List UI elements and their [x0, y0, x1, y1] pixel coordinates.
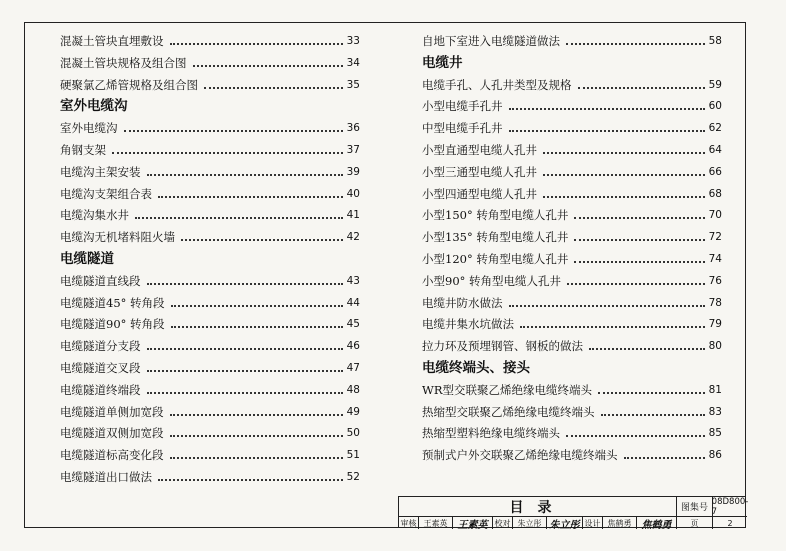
toc-entry-page: 41 — [346, 209, 360, 222]
toc-entry[interactable] — [422, 248, 722, 266]
dot-leader — [147, 348, 343, 350]
review-signature: 王素英 — [453, 517, 493, 529]
toc-entry-title: 小型150° 转角型电缆人孔井 — [422, 208, 569, 223]
dot-leader — [193, 65, 343, 67]
toc-entry-page: 33 — [346, 35, 360, 47]
toc-entry[interactable] — [60, 204, 360, 222]
dot-leader — [624, 457, 705, 459]
toc-entry[interactable] — [422, 117, 722, 135]
section-heading: 室外电缆沟 — [60, 98, 128, 115]
toc-entry-page: 86 — [708, 449, 722, 462]
toc-entry-title: 电缆隧道90° 转角段 — [60, 317, 165, 332]
toc-entry-title: 混凝土管块直埋敷设 — [60, 34, 164, 48]
toc-entry-page: 35 — [346, 78, 360, 91]
toc-entry[interactable] — [60, 422, 360, 440]
toc-entry[interactable] — [422, 335, 722, 353]
toc-entry-page: 64 — [708, 144, 722, 156]
dot-leader — [147, 283, 343, 285]
toc-entry-title: 热缩型交联聚乙烯绝缘电缆终端头 — [422, 404, 595, 419]
toc-entry-page: 59 — [708, 78, 722, 91]
toc-entry-title: 电缆隧道单侧加宽段 — [60, 404, 164, 419]
section-heading: 电缆井 — [422, 54, 463, 71]
toc-entry-page: 44 — [346, 296, 360, 309]
toc-entry-title: 室外电缆沟 — [60, 121, 118, 136]
toc-entry-page: 72 — [708, 231, 722, 244]
toc-entry[interactable] — [422, 226, 722, 244]
toc-entry[interactable] — [422, 379, 722, 397]
toc-entry-page: 58 — [708, 35, 722, 47]
section-heading: 电缆终端头、接头 — [422, 360, 530, 376]
toc-entry-title: 电缆隧道终端段 — [60, 382, 141, 397]
check-label: 校对 — [493, 517, 513, 529]
dot-leader — [543, 174, 705, 176]
toc-entry-page: 62 — [708, 122, 722, 135]
toc-entry-page: 81 — [708, 383, 722, 396]
toc-entry-title: 预制式户外交联聚乙烯绝缘电缆终端头 — [422, 448, 618, 463]
toc-entry-title: 拉力环及预埋钢管、钢板的做法 — [422, 339, 583, 354]
toc-entry-title: 角钢支架 — [60, 143, 106, 157]
toc-entry[interactable] — [422, 270, 722, 288]
toc-entry-title: 小型直通型电缆人孔井 — [422, 143, 537, 157]
dot-leader — [509, 108, 705, 110]
dot-leader — [170, 435, 343, 437]
toc-entry-page: 78 — [708, 296, 722, 309]
dot-leader — [170, 414, 343, 416]
dot-leader — [181, 239, 343, 241]
toc-entry[interactable] — [422, 401, 722, 419]
toc-entry-page: 76 — [708, 274, 722, 287]
toc-entry-title: 电缆沟无机堵料阻火墙 — [60, 230, 175, 245]
check-name: 朱立彤 — [513, 517, 547, 529]
toc-entry-title: 电缆隧道双侧加宽段 — [60, 426, 164, 441]
toc-entry-title: 电缆沟支架组合表 — [60, 186, 152, 201]
toc-entry-title: 中型电缆手孔井 — [422, 121, 503, 136]
toc-entry-page: 85 — [708, 427, 722, 440]
toc-entry-page: 66 — [708, 165, 722, 178]
dot-leader — [171, 305, 343, 307]
dot-leader — [601, 414, 705, 416]
review-name: 王素英 — [419, 517, 453, 529]
toc-entry[interactable] — [60, 379, 360, 397]
toc-entry[interactable] — [60, 161, 360, 179]
atlas-label: 图集号 — [677, 497, 713, 517]
dot-leader — [112, 152, 343, 154]
toc-entry[interactable] — [422, 74, 722, 92]
toc-entry-page: 80 — [708, 340, 722, 353]
toc-entry-title: 电缆隧道45° 转角段 — [60, 295, 165, 310]
toc-entry[interactable] — [422, 139, 722, 157]
toc-entry[interactable] — [422, 183, 722, 201]
toc-entry-title: 电缆井集水坑做法 — [422, 317, 514, 332]
title-block-title: 目录 — [399, 497, 677, 517]
toc-entry[interactable] — [422, 422, 722, 440]
dot-leader — [509, 305, 705, 307]
dot-leader — [589, 348, 705, 350]
section-heading: 电缆隧道 — [60, 251, 114, 267]
toc-entry-page: 52 — [346, 471, 360, 483]
toc-entry-title: 小型120° 转角型电缆人孔井 — [422, 252, 569, 266]
page-label: 页 — [677, 517, 713, 529]
toc-entry-page: 48 — [346, 383, 360, 396]
dot-leader — [574, 217, 704, 219]
toc-entry-title: 小型四通型电缆人孔井 — [422, 186, 537, 201]
design-name: 焦鹤勇 — [603, 517, 637, 529]
toc-entry-title: 自地下室进入电缆隧道做法 — [422, 34, 560, 48]
toc-entry[interactable] — [422, 30, 722, 48]
dot-leader — [509, 130, 705, 132]
check-signature: 朱立彤 — [547, 517, 583, 529]
dot-leader — [598, 392, 705, 394]
toc-entry-page: 68 — [708, 187, 722, 200]
toc-entry-page: 51 — [346, 449, 360, 462]
design-signature: 焦鹤勇 — [637, 517, 677, 529]
toc-entry-page: 74 — [708, 253, 722, 265]
toc-entry[interactable] — [60, 52, 360, 70]
toc-entry[interactable] — [422, 95, 722, 113]
dot-leader — [574, 239, 704, 241]
toc-entry[interactable] — [60, 444, 360, 462]
toc-entry-title: 电缆隧道直线段 — [60, 273, 141, 288]
toc-entry-title: 混凝土管块规格及组合图 — [60, 55, 187, 70]
toc-entry-title: 电缆隧道标高变化段 — [60, 448, 164, 463]
dot-leader — [124, 130, 343, 132]
toc-entry-page: 39 — [346, 165, 360, 178]
dot-leader — [135, 217, 343, 219]
dot-leader — [520, 326, 705, 328]
toc-entry-page: 47 — [346, 362, 360, 374]
toc-entry[interactable] — [60, 139, 360, 157]
toc-entry-page: 83 — [708, 405, 722, 418]
toc-entry-title: 电缆隧道交叉段 — [60, 361, 141, 375]
toc-entry[interactable] — [60, 466, 360, 484]
toc-entry[interactable] — [60, 30, 360, 48]
design-label: 设计 — [583, 517, 603, 529]
review-label: 审核 — [399, 517, 419, 529]
toc-entry[interactable] — [60, 357, 360, 375]
toc-entry-page: 79 — [708, 318, 722, 331]
toc-entry[interactable] — [422, 313, 722, 331]
toc-entry-page: 34 — [346, 56, 360, 69]
dot-leader — [578, 87, 705, 89]
toc-entry-page: 42 — [346, 231, 360, 244]
toc-entry[interactable] — [60, 292, 360, 310]
toc-entry-title: 电缆井防水做法 — [422, 295, 503, 310]
toc-entry[interactable] — [60, 74, 360, 92]
toc-entry[interactable] — [60, 183, 360, 201]
dot-leader — [567, 283, 705, 285]
toc-entry-title: 小型三通型电缆人孔井 — [422, 164, 537, 179]
toc-entry-page: 46 — [346, 340, 360, 353]
toc-entry-title: 硬聚氯乙烯管规格及组合图 — [60, 77, 198, 92]
toc-entry[interactable] — [422, 161, 722, 179]
toc-entry-page: 50 — [346, 427, 360, 440]
toc-entry-title: 电缆隧道分支段 — [60, 339, 141, 354]
page-number: 2 — [727, 518, 733, 528]
toc-entry-title: 小型电缆手孔井 — [422, 99, 503, 114]
dot-leader — [158, 196, 343, 198]
dot-leader — [147, 174, 343, 176]
toc-entry-page: 49 — [346, 405, 360, 418]
dot-leader — [204, 87, 343, 89]
atlas-number: 08D800-7 — [711, 496, 749, 517]
toc-entry[interactable] — [60, 401, 360, 419]
dot-leader — [566, 43, 705, 45]
toc-entry-title: 电缆隧道出口做法 — [60, 470, 152, 484]
toc-entry-title: 电缆沟主架安装 — [60, 164, 141, 179]
toc-entry[interactable] — [60, 335, 360, 353]
toc-entry[interactable] — [60, 117, 360, 135]
toc-entry-page: 45 — [346, 318, 360, 331]
toc-entry[interactable] — [60, 313, 360, 331]
toc-entry-title: 小型135° 转角型电缆人孔井 — [422, 230, 569, 245]
toc-entry[interactable] — [60, 270, 360, 288]
title-block — [398, 496, 749, 531]
dot-leader — [171, 326, 343, 328]
dot-leader — [566, 435, 705, 437]
toc-entry-page: 60 — [708, 100, 722, 113]
dot-leader — [147, 392, 343, 394]
toc-entry-page: 43 — [346, 274, 360, 287]
dot-leader — [543, 196, 705, 198]
toc-entry-title: 热缩型塑料绝缘电缆终端头 — [422, 426, 560, 441]
toc-entry[interactable] — [422, 204, 722, 222]
toc-entry-page: 37 — [346, 144, 360, 156]
dot-leader — [158, 479, 343, 481]
dot-leader — [170, 457, 343, 459]
dot-leader — [543, 152, 705, 154]
toc-entry-title: 电缆沟集水井 — [60, 208, 129, 223]
dot-leader — [147, 370, 343, 372]
dot-leader — [574, 261, 704, 263]
toc-entry-title: 小型90° 转角型电缆人孔井 — [422, 273, 562, 288]
dot-leader — [170, 43, 343, 45]
toc-entry-title: WR型交联聚乙烯绝缘电缆终端头 — [422, 382, 592, 397]
toc-entry[interactable] — [422, 444, 722, 462]
toc-entry-page: 40 — [346, 187, 360, 200]
toc-entry[interactable] — [60, 226, 360, 244]
toc-entry-title: 电缆手孔、人孔井类型及规格 — [422, 77, 572, 92]
toc-entry-page: 36 — [346, 122, 360, 135]
toc-entry-page: 70 — [708, 209, 722, 222]
toc-entry[interactable] — [422, 292, 722, 310]
